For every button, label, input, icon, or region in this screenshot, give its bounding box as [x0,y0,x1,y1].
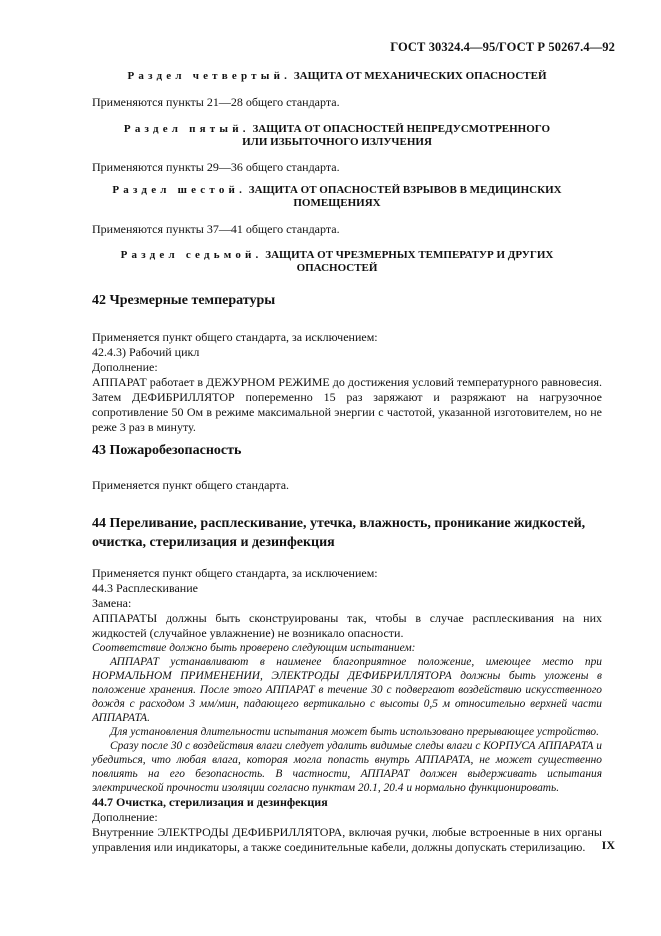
section-7-lead: Раздел седьмой. [120,249,263,261]
clause-44-italic-4: Сразу после 30 с воздействия влаги следует удалить видимые следы влаги с КОРПУСА АППАРАТА и убедиться, что любая влага, которая могла попасть внутрь АППАРАТА, не может существенно повлиять на его безопасность. В частности, АППАРАТ должен выдерживать испытания электрической прочности изоляции согласно пунктам 20.1, 20.4 и нормально функционировать. [92,740,602,794]
clause-44-paragraph: АППАРАТЫ должны быть сконструированы так, чтобы в случае расплескивания на них жидкостей (случайное увлажнение) не возникало опасности. [92,611,602,640]
document-header: ГОСТ 30324.4—95/ГОСТ Р 50267.4—92 [390,40,615,54]
clause-43-text: Применяется пункт общего стандарта. [92,478,290,492]
section-6-title-1: ЗАЩИТА ОТ ОПАСНОСТЕЙ ВЗРЫВОВ В МЕДИЦИНСКИХ [248,184,562,196]
section-7-title-1: ЗАЩИТА ОТ ЧРЕЗМЕРНЫХ ТЕМПЕРАТУР И ДРУГИХ [265,249,554,261]
clause-44-7-paragraph: Внутренние ЭЛЕКТРОДЫ ДЕФИБРИЛЛЯТОРА, включая ручки, любые встроенные в них органы управления или индикаторы, а также соединительные кабели, должны допускать стерилизацию. [92,825,602,854]
page-number: IX [601,838,615,852]
section-4-lead: Раздел четвертый. [127,70,292,82]
clause-42-line-3: Дополнение: [92,360,158,374]
clause-44-heading-1: 44 Переливание, расплескивание, утечка, влажность, проникание жидкостей, [92,516,586,531]
clause-44-body [92,566,602,855]
clause-42-body [92,330,602,435]
section-5-heading [92,123,582,149]
section-4-heading [92,70,582,83]
clause-44-line-2: 44.3 Расплескивание [92,581,198,595]
section-6-lead: Раздел шестой. [112,184,247,196]
section-5-lead: Раздел пятый. [123,123,250,135]
clause-44-line-3: Замена: [92,596,132,610]
section-5-title-2: ИЛИ ИЗБЫТОЧНОГО ИЗЛУЧЕНИЯ [242,136,432,148]
section-4-text: Применяются пункты 21—28 общего стандарта. [92,95,340,109]
section-7-title-2: ОПАСНОСТЕЙ [296,262,378,274]
clause-44-italic-2: АППАРАТ устанавливают в наименее благоприятное положение, имеющее место при НОРМАЛЬНОМ ПРИМЕНЕНИИ, ЭЛЕКТРОДЫ ДЕФИБРИЛЛЯТОРА должны быть уложены в положение хранения. После этого АППАРАТ в течение 30 с подвергают воздействию искусственного дождя с расходом 3 мм/мин, падающего вертикально с высоты 0,5 м относительно верхней части АППАРАТА. [92,656,602,724]
section-5-text: Применяются пункты 29—36 общего стандарта. [92,160,340,174]
clause-42-paragraph: АППАРАТ работает в ДЕЖУРНОМ РЕЖИМЕ до достижения условий температурного равновесия. Затем ДЕФИБРИЛЛЯТОР попеременно 15 раз заряжают и разряжают на нагрузочное сопротивление 50 Ом в режиме максимальной энергии с частотой, указанной изготовителем, но не реже 3 раз в минуту. [92,375,602,434]
clause-43-heading: 43 Пожаробезопасность [92,443,242,458]
clause-44-7-line: Дополнение: [92,810,158,824]
clause-44-italic-3: Для установления длительности испытания может быть использовано прерывающее устройство. [110,726,599,738]
clause-42-heading: 42 Чрезмерные температуры [92,293,276,308]
section-5-title-1: ЗАЩИТА ОТ ОПАСНОСТЕЙ НЕПРЕДУСМОТРЕННОГО [252,123,551,135]
section-4-title: ЗАЩИТА ОТ МЕХАНИЧЕСКИХ ОПАСНОСТЕЙ [293,70,547,82]
clause-42-line-1: Применяется пункт общего стандарта, за исключением: [92,330,378,344]
clause-44-heading-2: очистка, стерилизация и дезинфекция [92,535,335,550]
clause-42-line-2: 42.4.3) Рабочий цикл [92,345,200,359]
section-6-text: Применяются пункты 37—41 общего стандарта. [92,222,340,236]
section-7-heading [92,249,582,275]
clause-44-italic-1: Соответствие должно быть проверено следующим испытанием: [92,642,416,654]
section-6-heading [92,184,582,210]
clause-44-heading [92,514,602,552]
section-6-title-2: ПОМЕЩЕНИЯХ [293,197,381,209]
clause-44-7-heading: 44.7 Очистка, стерилизация и дезинфекция [92,795,328,809]
clause-44-line-1: Применяется пункт общего стандарта, за исключением: [92,566,378,580]
